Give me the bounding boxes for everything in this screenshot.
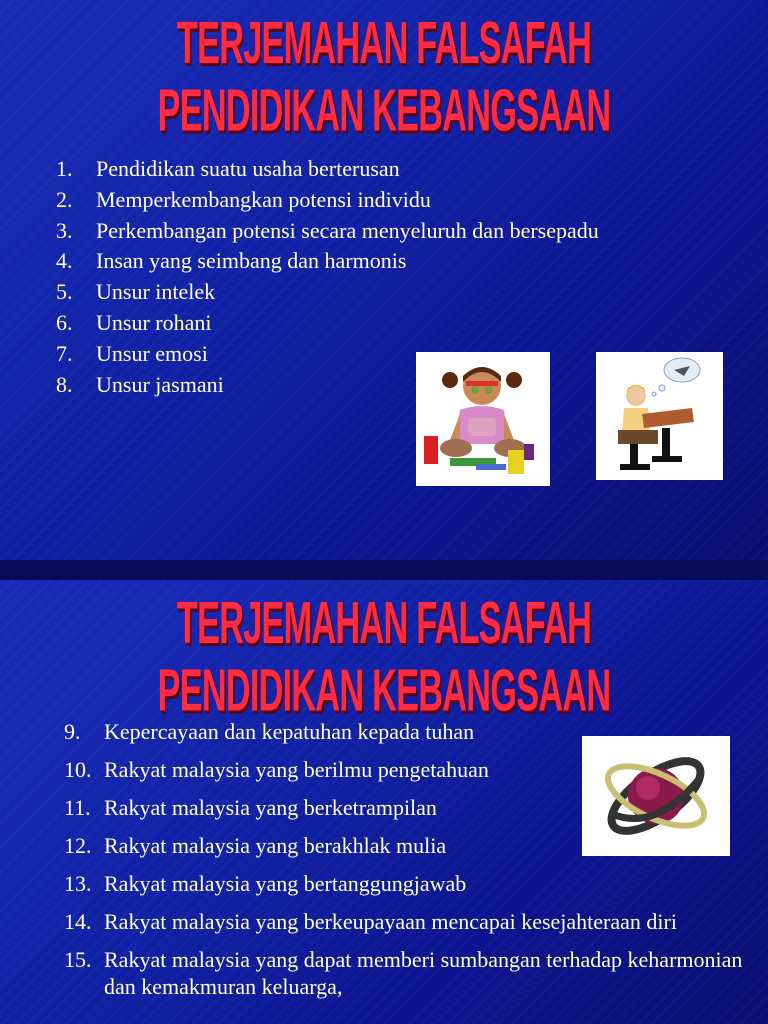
list-item: [56, 308, 599, 339]
list-item: [56, 154, 599, 185]
item-number: 14.: [64, 909, 92, 934]
item-number: 2.: [56, 186, 73, 212]
item-text: Rakyat malaysia yang bertanggungjawab: [104, 871, 467, 896]
item-text: Insan yang seimbang dan harmonis: [96, 248, 407, 274]
item-number: 9.: [64, 719, 81, 744]
spinning-globe-image: [582, 736, 730, 856]
item-number: 13.: [64, 871, 92, 896]
item-text: Rakyat malaysia yang berilmu pengetahuan: [104, 757, 489, 782]
item-number: 10.: [64, 757, 92, 782]
item-text: Rakyat malaysia yang berkeupayaan mencapai kesejahteraan diri: [104, 909, 677, 934]
student-at-desk-icon: [596, 352, 723, 480]
item-number: 3.: [56, 217, 73, 243]
item-number: 1.: [56, 156, 73, 181]
list-item: [56, 277, 599, 308]
item-number: 5.: [56, 279, 73, 305]
item-text: Memperkembangkan potensi individu: [96, 186, 431, 212]
item-text: Perkembangan potensi secara menyeluruh dan bersepadu: [96, 217, 599, 243]
item-number: 11.: [64, 795, 91, 820]
item-text: Rakyat malaysia yang berakhlak mulia: [104, 833, 447, 858]
item-number: 7.: [56, 340, 73, 366]
girl-playing-blocks-image: [416, 352, 550, 486]
item-number: 12.: [64, 833, 92, 858]
item-text: Kepercayaan dan kepatuhan kepada tuhan: [104, 719, 475, 744]
item-number: 15.: [64, 947, 92, 972]
item-text: Unsur jasmani: [96, 371, 224, 397]
item-text: Rakyat malaysia yang berketrampilan: [104, 795, 437, 820]
list-item: [64, 946, 768, 1000]
item-number: 4.: [56, 248, 73, 274]
list-item: [56, 246, 599, 277]
list-item: [64, 870, 768, 897]
item-text: Pendidikan suatu usaha berterusan: [96, 156, 400, 181]
list-item: [56, 216, 599, 247]
list-item: [64, 908, 768, 935]
list-item: [56, 185, 599, 216]
item-number: 8.: [56, 371, 73, 397]
globe-icon: [582, 736, 730, 856]
girl-playing-blocks-icon: [416, 352, 550, 486]
item-text: Rakyat malaysia yang dapat memberi sumbangan terhadap keharmonian dan kemakmuran keluarga,: [104, 947, 743, 999]
item-number: 6.: [56, 309, 73, 335]
slide-title: TERJEMAHAN FALSAFAH PENDIDIKAN KEBANGSAAN: [157, 10, 611, 145]
student-at-desk-image: [596, 352, 723, 480]
slide-2: [0, 580, 768, 1024]
item-text: Unsur rohani: [96, 309, 212, 335]
item-text: Unsur intelek: [96, 279, 216, 305]
slide-title: TERJEMAHAN FALSAFAH PENDIDIKAN KEBANGSAAN: [157, 590, 611, 725]
item-text: Unsur emosi: [96, 340, 208, 366]
